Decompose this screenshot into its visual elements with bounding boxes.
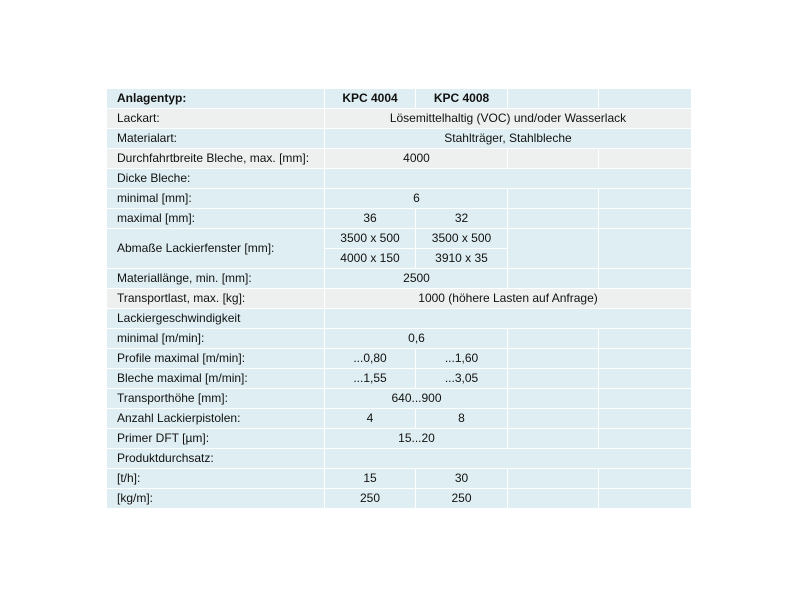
value-kpc-4008: 30: [416, 469, 508, 488]
empty-cell: [599, 329, 691, 348]
row-label: [t/h]:: [107, 469, 325, 488]
table-row: [107, 109, 691, 129]
table-row: [107, 489, 691, 509]
empty-cell: [508, 409, 599, 428]
row-label: Transporthöhe [mm]:: [107, 389, 325, 408]
row-value: 0,6: [408, 331, 425, 345]
table-header-row: [107, 89, 691, 109]
row-label: maximal [mm]:: [107, 209, 325, 228]
empty-cell: [508, 329, 599, 348]
row-label: Dicke Bleche:: [107, 169, 325, 188]
row-label: Primer DFT [µm]:: [107, 429, 325, 448]
row-label: Transportlast, max. [kg]:: [107, 289, 325, 308]
value-kpc-4008: 8: [416, 409, 508, 428]
table-row: [107, 329, 691, 349]
row-label: Abmaße Lackierfenster [mm]:: [107, 229, 325, 268]
value-kpc-4004: 250: [325, 489, 416, 508]
table-row: [107, 349, 691, 369]
value-kpc-4004: 4000 x 150: [325, 249, 416, 269]
value-kpc-4008: ...1,60: [416, 349, 508, 368]
empty-cell: [599, 269, 691, 288]
value-kpc-4008: 32: [416, 209, 508, 228]
empty-cell: [599, 429, 691, 448]
table-row: [107, 169, 691, 189]
empty-cell: [508, 269, 599, 288]
row-label: minimal [m/min]:: [107, 329, 325, 348]
empty-cell: [508, 489, 599, 508]
table-row: [107, 369, 691, 389]
row-value: 1000 (höhere Lasten auf Anfrage): [418, 291, 598, 305]
row-value: 15...20: [398, 431, 435, 445]
empty-cell: [599, 149, 691, 168]
value-kpc-4008: 250: [416, 489, 508, 508]
empty-cell: [599, 489, 691, 508]
table-row: [107, 289, 691, 309]
empty-cell: [599, 349, 691, 368]
table-row: [107, 269, 691, 289]
row-label: Profile maximal [m/min]:: [107, 349, 325, 368]
empty-cell: [599, 469, 691, 488]
value-kpc-4004: ...0,80: [325, 349, 416, 368]
value-kpc-4008: 3910 x 35: [416, 249, 508, 269]
empty-cell: [508, 89, 599, 108]
model-kpc-4008: KPC 4008: [416, 89, 508, 108]
row-label: Anlagentyp:: [107, 89, 325, 108]
empty-cell: [508, 229, 599, 268]
empty-cell: [508, 149, 599, 168]
row-label: [kg/m]:: [107, 489, 325, 508]
table-row: [107, 149, 691, 169]
row-value: Stahlträger, Stahlbleche: [444, 131, 572, 145]
row-value: 6: [413, 191, 420, 205]
empty-cell: [508, 389, 599, 408]
row-label: Bleche maximal [m/min]:: [107, 369, 325, 388]
row-label: Lackiergeschwindigkeit: [107, 309, 325, 328]
value-kpc-4008: 3500 x 500: [416, 229, 508, 249]
value-kpc-4004: 4: [325, 409, 416, 428]
table-row: [107, 309, 691, 329]
empty-cell: [508, 189, 599, 208]
empty-cell: [599, 209, 691, 228]
empty-cell: [599, 389, 691, 408]
empty-cell: [599, 89, 691, 108]
row-value: Lösemittelhaltig (VOC) und/oder Wasserlack: [389, 111, 627, 125]
table-row: [107, 389, 691, 409]
table-row: [107, 229, 691, 269]
empty-cell: [599, 369, 691, 388]
value-kpc-4004: 3500 x 500: [325, 229, 416, 249]
row-label: Produktdurchsatz:: [107, 449, 325, 468]
empty-cell: [599, 409, 691, 428]
table-row: [107, 469, 691, 489]
value-kpc-4004: 15: [325, 469, 416, 488]
value-kpc-4004: ...1,55: [325, 369, 416, 388]
table-row: [107, 189, 691, 209]
row-label: Materialart:: [107, 129, 325, 148]
table-row: [107, 409, 691, 429]
empty-cell: [599, 189, 691, 208]
row-value: 2500: [403, 271, 430, 285]
empty-cell: [508, 469, 599, 488]
row-label: Lackart:: [107, 109, 325, 128]
row-label: minimal [mm]:: [107, 189, 325, 208]
value-kpc-4004: 36: [325, 209, 416, 228]
row-value: 4000: [403, 151, 430, 165]
spec-table: [107, 89, 691, 509]
empty-cell: [508, 209, 599, 228]
empty-cell: [508, 369, 599, 388]
empty-cell: [508, 429, 599, 448]
table-row: [107, 449, 691, 469]
model-kpc-4004: KPC 4004: [325, 89, 416, 108]
row-label: Durchfahrtbreite Bleche, max. [mm]:: [107, 149, 325, 168]
row-label: Anzahl Lackierpistolen:: [107, 409, 325, 428]
row-label: Materiallänge, min. [mm]:: [107, 269, 325, 288]
table-row: [107, 209, 691, 229]
value-kpc-4008: ...3,05: [416, 369, 508, 388]
empty-cell: [599, 229, 691, 268]
table-row: [107, 129, 691, 149]
row-value: 640...900: [391, 391, 442, 405]
table-row: [107, 429, 691, 449]
empty-cell: [508, 349, 599, 368]
